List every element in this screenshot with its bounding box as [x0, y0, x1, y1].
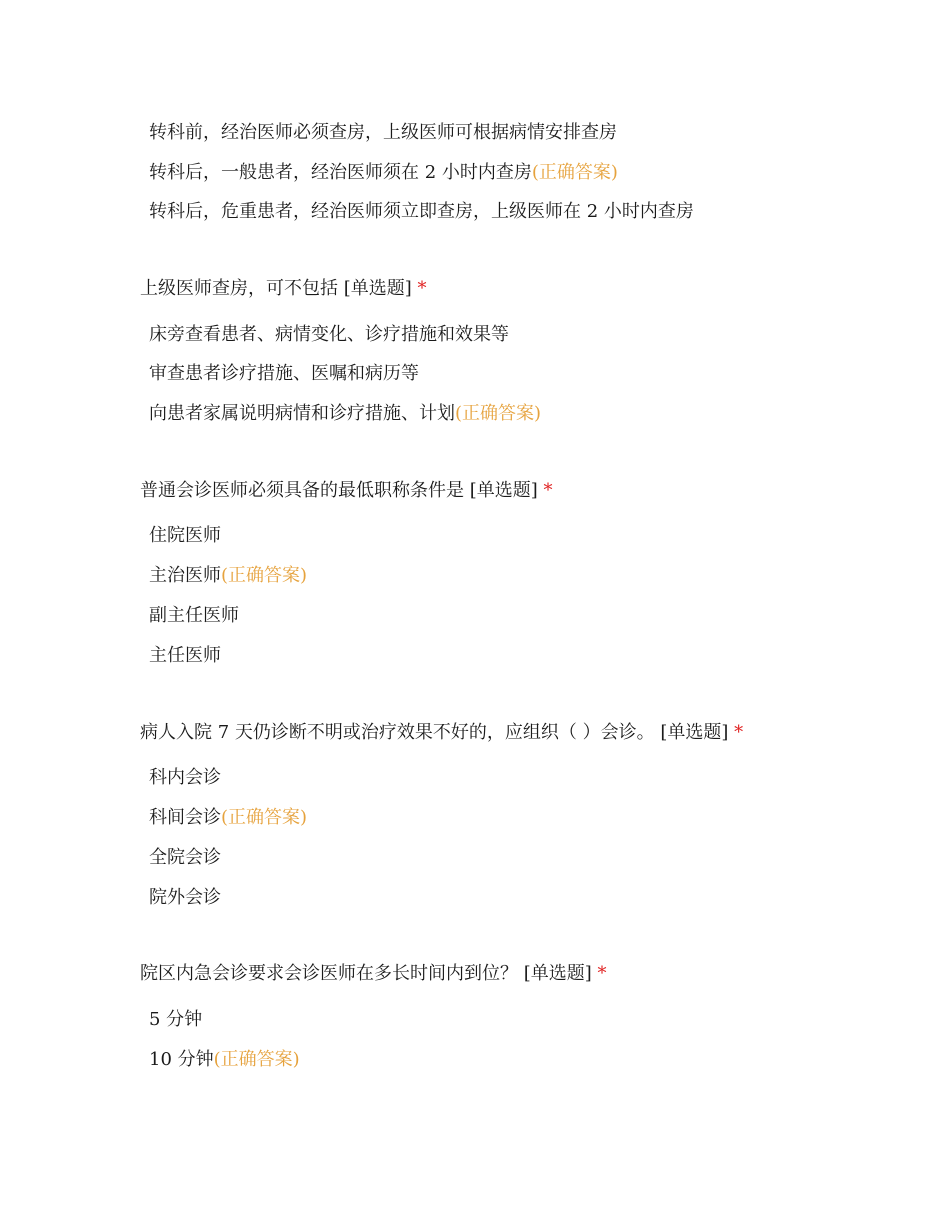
option-text: 院外会诊	[149, 887, 221, 908]
question-title	[140, 277, 427, 301]
question-title	[140, 479, 553, 503]
required-mark: *	[597, 963, 607, 984]
correct-answer-mark: (正确答案)	[221, 565, 308, 586]
question-type: [单选题]	[343, 278, 412, 299]
option-item	[149, 524, 221, 548]
option-item	[149, 402, 541, 426]
option-item	[149, 161, 618, 185]
correct-answer-mark: (正确答案)	[221, 807, 308, 828]
question-type: [单选题]	[523, 963, 592, 984]
option-item	[149, 766, 221, 790]
option-text: 主治医师	[149, 565, 221, 586]
option-text: 转科后，危重患者，经治医师须立即查房，上级医师在 2 小时内查房	[149, 201, 694, 222]
option-item	[149, 644, 221, 668]
option-text: 向患者家属说明病情和诊疗措施、计划	[149, 403, 455, 424]
correct-answer-mark: (正确答案)	[455, 403, 542, 424]
question-type: [单选题]	[469, 480, 538, 501]
option-text: 5 分钟	[149, 1009, 203, 1030]
option-item	[149, 604, 239, 628]
option-text: 住院医师	[149, 525, 221, 546]
question-title	[140, 962, 607, 986]
option-item	[149, 806, 307, 830]
option-text: 转科后，一般患者，经治医师须在 2 小时内查房	[149, 162, 532, 183]
required-mark: *	[734, 722, 744, 743]
option-text: 科间会诊	[149, 807, 221, 828]
option-item	[149, 886, 221, 910]
option-text: 副主任医师	[149, 605, 239, 626]
question-title	[140, 721, 743, 745]
option-item	[149, 564, 307, 588]
option-text: 全院会诊	[149, 847, 221, 868]
option-item	[149, 1008, 202, 1032]
option-text: 转科前，经治医师必须查房，上级医师可根据病情安排查房	[149, 122, 617, 143]
correct-answer-mark: (正确答案)	[531, 162, 618, 183]
question-text: 病人入院 7 天仍诊断不明或治疗效果不好的，应组织（ ）会诊。	[140, 722, 655, 743]
option-text: 床旁查看患者、病情变化、诊疗措施和效果等	[149, 324, 509, 345]
option-item	[149, 1048, 300, 1072]
option-item	[149, 323, 509, 347]
option-text: 审查患者诊疗措施、医嘱和病历等	[149, 363, 419, 384]
correct-answer-mark: (正确答案)	[213, 1049, 300, 1070]
question-text: 院区内急会诊要求会诊医师在多长时间内到位？	[140, 963, 518, 984]
option-text: 科内会诊	[149, 767, 221, 788]
option-item	[149, 121, 617, 145]
option-item	[149, 846, 221, 870]
required-mark: *	[543, 480, 553, 501]
option-item	[149, 362, 419, 386]
option-text: 主任医师	[149, 645, 221, 666]
question-text: 普通会诊医师必须具备的最低职称条件是	[140, 480, 464, 501]
option-text: 10 分钟	[149, 1049, 214, 1070]
question-type: [单选题]	[660, 722, 729, 743]
option-item	[149, 200, 694, 224]
required-mark: *	[417, 278, 427, 299]
question-text: 上级医师查房，可不包括	[140, 278, 338, 299]
